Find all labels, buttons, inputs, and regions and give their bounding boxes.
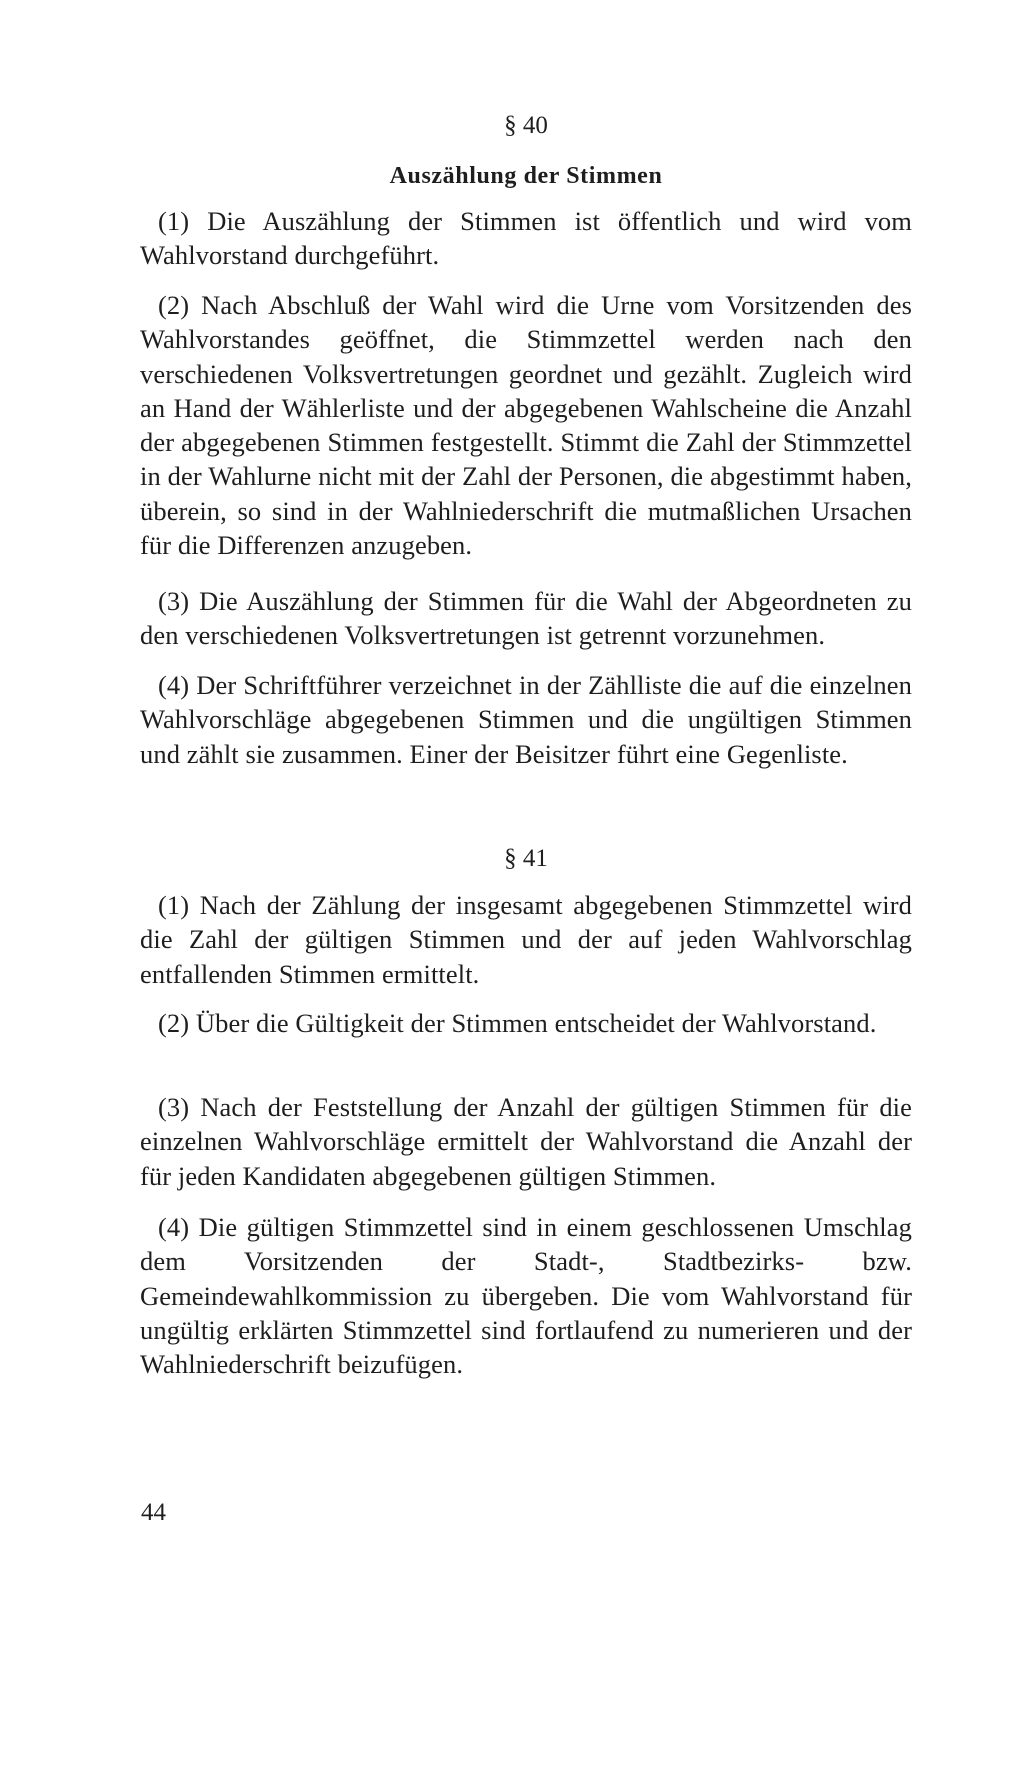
section-41-para-1-block [140,888,912,991]
section-41-heading-block [140,843,912,875]
section-40-para-1-block [140,204,912,273]
section-41-para-2-block [140,1006,912,1040]
section-40-heading: § 40 [504,112,548,139]
section-41-para-3-block [140,1090,912,1193]
section-40-paragraph-3: (3) Die Auszählung der Stimmen für die Wahl der Abgeordneten zu den verschiedenen Volksvertretungen ist getrennt vorzunehmen. [140,586,912,651]
section-40-title: Auszählung der Stimmen [389,163,663,189]
section-40-para-4-block [140,668,912,771]
page-number: 44 [141,1499,166,1526]
section-41-heading: § 41 [504,845,548,872]
section-40-paragraph-2: (2) Nach Abschluß der Wahl wird die Urne vom Vorsitzenden des Wahlvorstandes geöffnet, die Stimmzettel werden nach den verschiedenen Volksvertretungen geordnet und gezählt. Zugleich wird an Hand der Wählerliste und der abgegebenen Wahlscheine die Anzahl der abgegebenen Stimmen festgestellt. Stimmt die Zahl der Stimmzettel in der Wahlurne nicht mit der Zahl der Personen, die abgestimmt haben, überein, so sind in der Wahlniederschrift die mutmaßlichen Ursachen für die Differenzen anzugeben. [140,290,912,561]
section-40-heading-block [140,110,912,142]
section-40-para-3-block [140,584,912,653]
section-41-paragraph-4: (4) Die gültigen Stimmzettel sind in einem geschlossenen Umschlag dem Vorsitzenden der Stadt-, Stadtbezirks- bzw. Gemeindewahlkommission zu übergeben. Die vom Wahlvorstand für ungültig erklärten Stimmzettel sind fortlaufend zu numerieren und der Wahlniederschrift beizufügen. [140,1212,912,1380]
section-40-paragraph-4: (4) Der Schriftführer verzeichnet in der Zählliste die auf die einzelnen Wahlvorschläge abgegebenen Stimmen und die ungültigen Stimmen und zählt sie zusammen. Einer der Beisitzer führt eine Gegenliste. [140,670,912,769]
section-40-paragraph-1: (1) Die Auszählung der Stimmen ist öffentlich und wird vom Wahlvorstand durchgeführt. [140,206,912,271]
section-40-title-block [140,160,912,192]
section-40-para-2-block [140,288,912,562]
section-41-para-4-block [140,1210,912,1381]
section-41-paragraph-1: (1) Nach der Zählung der insgesamt abgegebenen Stimmzettel wird die Zahl der gültigen Stimmen und der auf jeden Wahlvorschlag entfallenden Stimmen ermittelt. [140,890,912,989]
section-41-paragraph-2: (2) Über die Gültigkeit der Stimmen entscheidet der Wahlvorstand. [158,1008,877,1038]
section-41-paragraph-3: (3) Nach der Feststellung der Anzahl der gültigen Stimmen für die einzelnen Wahlvorschläge ermittelt der Wahlvorstand die Anzahl der für jeden Kandidaten abgegebenen gültigen Stimmen. [140,1092,912,1191]
